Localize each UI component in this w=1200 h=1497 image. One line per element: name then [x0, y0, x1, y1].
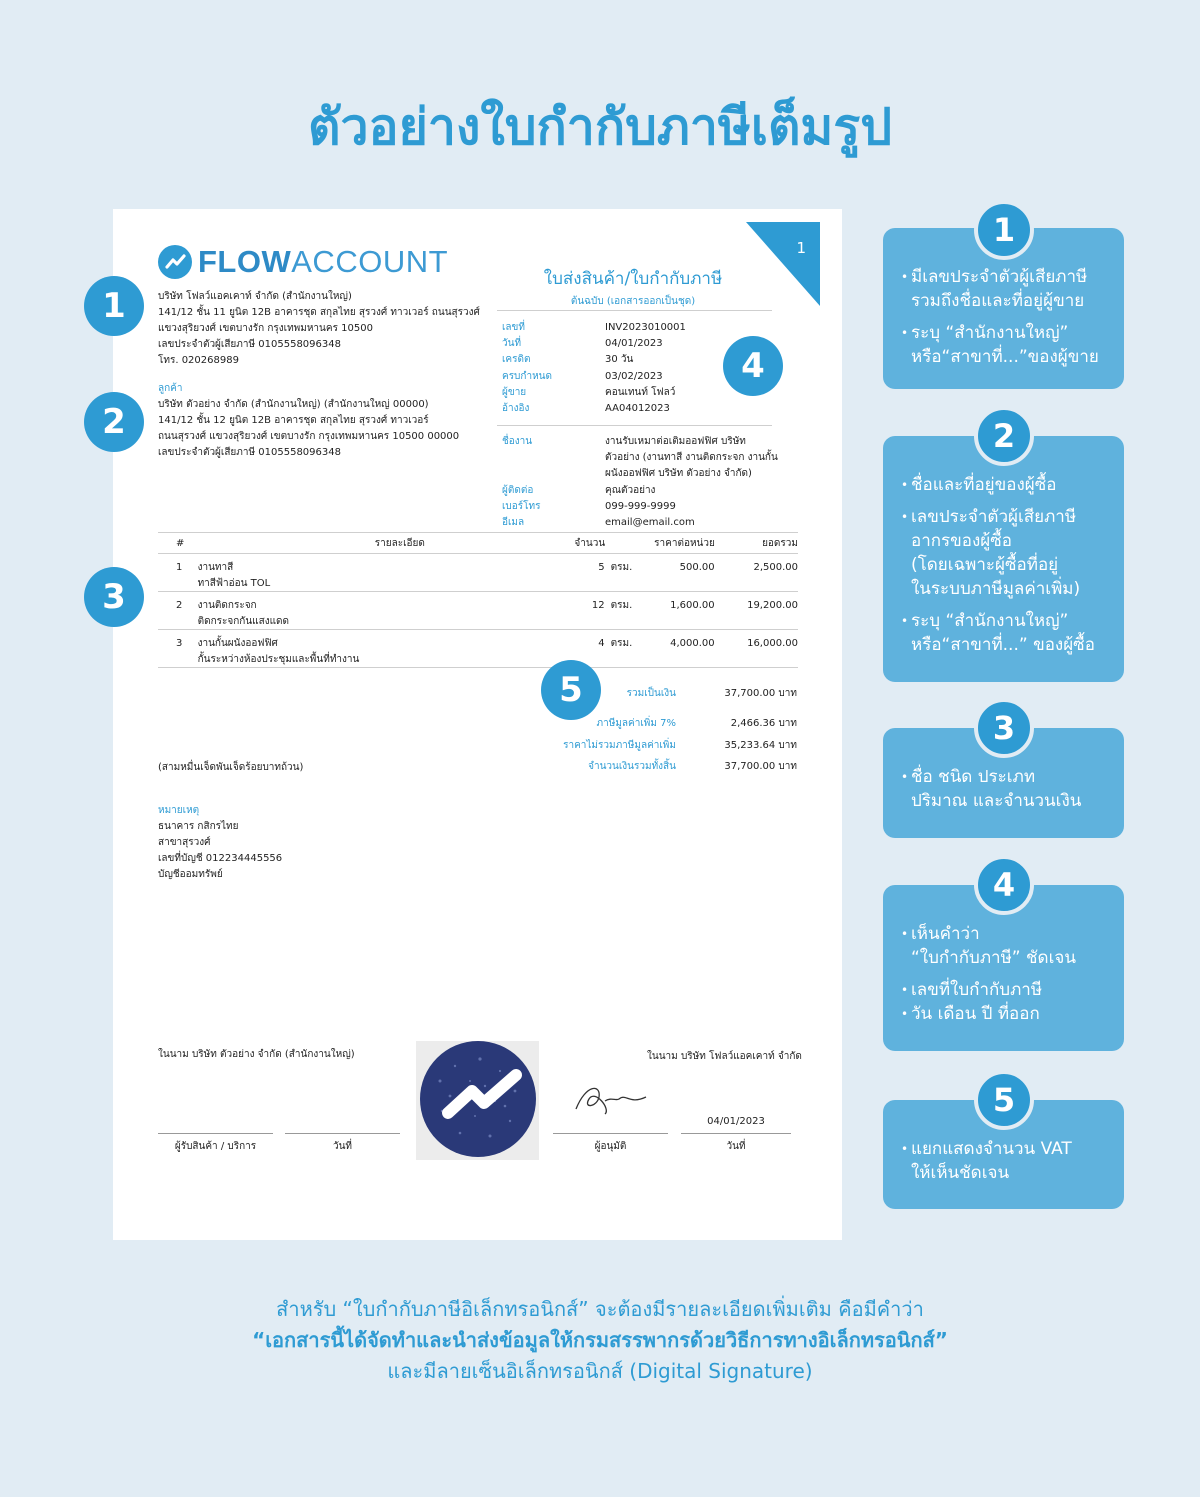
- buyer-line: เลขประจำตัวผู้เสียภาษี 0105558096348: [158, 447, 341, 458]
- item-total: 2,500.00: [753, 562, 798, 573]
- buyer-info: [158, 381, 488, 461]
- meta-value: INV2023010001: [605, 322, 686, 333]
- item-unit: ตรม.: [610, 600, 633, 611]
- card-badge-4: 4: [974, 855, 1034, 915]
- remark: [158, 803, 282, 883]
- item-qty: 4: [598, 638, 605, 649]
- contact-value: คุณตัวอย่าง: [605, 485, 656, 496]
- meta-value: 03/02/2023: [605, 370, 663, 382]
- item-unit: ตรม.: [610, 638, 633, 649]
- meta-key: ผู้ขาย: [502, 386, 527, 398]
- project-line: ผนังออฟฟิศ บริษัท ตัวอย่าง จำกัด): [605, 468, 752, 480]
- card-bullet: ระบุ “สำนักงานใหญ่” หรือ“สาขาที่...”ของผู้ขาย: [911, 323, 1099, 367]
- signature-icon: [571, 1079, 651, 1123]
- total-value: 37,700.00 บาท: [724, 688, 797, 699]
- card-bullet: แยกแสดงจำนวน VAT ให้เห็นชัดเจน: [911, 1139, 1072, 1183]
- meta-value: คอนเทนท์ โฟลว์: [605, 386, 676, 398]
- meta-key: วันที่: [502, 338, 522, 350]
- seller-line: โทร. 020268989: [158, 355, 239, 366]
- approver-caption: ผู้อนุมัติ: [594, 1141, 627, 1152]
- divider: [497, 425, 772, 426]
- approve-date: 04/01/2023: [707, 1116, 765, 1127]
- info-card-4: • เห็นคำว่า “ใบกำกับภาษี” ชัดเจน • เลขที่ใบกำกับภาษี • วัน เดือน ปี ที่ออก: [883, 885, 1124, 1051]
- item-sub: ทาสีฟ้าอ่อน TOL: [197, 578, 271, 589]
- seller-line: 141/12 ชั้น 11 ยูนิต 12B อาคารชุด สกุลไทย สุรวงศ์ ทาวเวอร์ ถนนสุรวงศ์: [158, 307, 480, 318]
- buyer-label: ลูกค้า: [158, 383, 183, 394]
- meta-value: AA04012023: [605, 403, 670, 415]
- meta-key: เลขที่: [502, 322, 525, 333]
- card-bullet: เลขที่ใบกำกับภาษี: [911, 980, 1043, 1000]
- footer-line-2: “เอกสารนี้ได้จัดทำและนำส่งข้อมูลให้กรมสรรพากรด้วยวิธีการทางอิเล็กทรอนิกส์”: [252, 1328, 948, 1352]
- header-price: ราคาต่อหน่วย: [654, 537, 715, 549]
- contact-info: [502, 483, 782, 532]
- meta-key: เครดิต: [502, 354, 531, 366]
- buyer-line: บริษัท ตัวอย่าง จำกัด (สำนักงานใหญ่) (สำนักงานใหญ่ 00000): [158, 399, 429, 410]
- total-key: ภาษีมูลค่าเพิ่ม 7%: [596, 718, 676, 729]
- total-value: 2,466.36 บาท: [730, 718, 797, 729]
- receiver-caption: ผู้รับสินค้า / บริการ: [174, 1141, 257, 1152]
- doc-badge-3: 3: [84, 567, 144, 627]
- remark-line: เลขที่บัญชี 012234445556: [158, 853, 283, 864]
- card-bullet: ชื่อและที่อยู่ของผู้ซื้อ: [911, 475, 1057, 495]
- item-no: 3: [176, 638, 183, 649]
- item-total: 16,000.00: [747, 638, 798, 649]
- buyer-line: ถนนสุรวงศ์ แขวงสุริยวงศ์ เขตบางรัก กรุงเทพมหานคร 10500 00000: [158, 431, 460, 442]
- card-bullet: เห็นคำว่า “ใบกำกับภาษี” ชัดเจน: [911, 924, 1076, 968]
- footer-line-3: และมีลายเซ็นอิเล็กทรอนิกส์ (Digital Signature): [387, 1359, 813, 1383]
- seller-line: แขวงสุริยวงศ์ เขตบางรัก กรุงเทพมหานคร 10500: [158, 323, 373, 334]
- contact-key: อีเมล: [502, 517, 525, 529]
- doc-badge-1: 1: [84, 276, 144, 336]
- remark-line: สาขาสุรวงศ์: [158, 837, 211, 848]
- page-title: ตัวอย่างใบกำกับภาษีเต็มรูป: [308, 98, 892, 156]
- header-total: ยอดรวม: [762, 537, 798, 549]
- card-badge-1: 1: [974, 200, 1034, 260]
- item-name: งานติดกระจก: [197, 600, 257, 611]
- total-value: 37,700.00 บาท: [724, 761, 797, 772]
- seller-line: บริษัท โฟลว์แอคเคาท์ จำกัด (สำนักงานใหญ่): [158, 291, 352, 302]
- company-stamp: [416, 1041, 539, 1160]
- sign-left-label: ในนาม บริษัท ตัวอย่าง จำกัด (สำนักงานใหญ่): [158, 1049, 355, 1060]
- signature-line: [158, 1133, 273, 1134]
- total-key: ราคาไม่รวมภาษีมูลค่าเพิ่ม: [563, 740, 676, 751]
- date-caption: วันที่: [332, 1141, 353, 1152]
- header-no: #: [176, 537, 185, 549]
- card-badge-2: 2: [974, 406, 1034, 466]
- corner-number: 1: [796, 239, 806, 257]
- info-card-3: • ชื่อ ชนิด ประเภท ปริมาณ และจำนวนเงิน: [883, 728, 1124, 838]
- project-line: ตัวอย่าง (งานทาสี งานติดกระจก งานกั้น: [605, 452, 778, 464]
- info-card-1: • มีเลขประจำตัวผู้เสียภาษี รวมถึงชื่อและที่อยู่ผู้ขาย • ระบุ “สำนักงานใหญ่” หรือ“สาขาที่...”ของผู้ขาย: [883, 228, 1124, 389]
- meta-value: 04/01/2023: [605, 338, 663, 350]
- contact-value: 099-999-9999: [605, 501, 676, 513]
- item-no: 2: [176, 600, 183, 611]
- card-bullet: มีเลขประจำตัวผู้เสียภาษี รวมถึงชื่อและที่อยู่ผู้ขาย: [911, 267, 1088, 311]
- card-badge-3: 3: [974, 698, 1034, 758]
- meta-value: 30 วัน: [605, 354, 634, 366]
- header-qty: จำนวน: [574, 537, 606, 549]
- item-price: 500.00: [679, 562, 715, 573]
- signature-line: [681, 1133, 791, 1134]
- logo-text-light: ACCOUNT: [291, 244, 449, 279]
- contact-key: ผู้ติดต่อ: [502, 485, 534, 496]
- table-row: [158, 592, 798, 630]
- table-row: [158, 554, 798, 592]
- amount-in-words: (สามหมื่นเจ็ดพันเจ็ดร้อยบาทถ้วน): [158, 762, 304, 773]
- card-bullet: ชื่อ ชนิด ประเภท ปริมาณ และจำนวนเงิน: [911, 767, 1082, 811]
- remark-label: หมายเหตุ: [158, 805, 200, 816]
- total-value: 35,233.64 บาท: [724, 740, 797, 751]
- card-bullet: ระบุ “สำนักงานใหญ่” หรือ“สาขาที่...” ของผู้ซื้อ: [911, 611, 1095, 655]
- document-title-block: [493, 265, 773, 309]
- document-subtitle: ต้นฉบับ (เอกสารออกเป็นชุด): [570, 296, 696, 307]
- item-qty: 12: [591, 600, 605, 611]
- header-desc: รายละเอียด: [374, 537, 425, 549]
- stamp-seal-icon: [420, 1041, 536, 1157]
- doc-badge-2: 2: [84, 392, 144, 452]
- remark-line: บัญชีออมทรัพย์: [158, 869, 223, 880]
- item-sub: กั้นระหว่างห้องประชุมและพื้นที่ทำงาน: [197, 654, 360, 665]
- remark-line: ธนาคาร กสิกรไทย: [158, 821, 239, 832]
- items-table: [158, 532, 798, 668]
- footer-note: [0, 1294, 1200, 1387]
- item-no: 1: [176, 562, 183, 573]
- contact-key: เบอร์โทร: [502, 501, 541, 513]
- item-price: 1,600.00: [670, 600, 715, 611]
- item-total: 19,200.00: [747, 600, 798, 611]
- project-info: [502, 434, 782, 483]
- total-key: จำนวนเงินรวมทั้งสิ้น: [588, 761, 676, 772]
- seller-info: [158, 289, 488, 369]
- footer-line-1: สำหรับ “ใบกำกับภาษีอิเล็กทรอนิกส์” จะต้องมีรายละเอียดเพิ่มเติม คือมีคำว่า: [276, 1297, 924, 1321]
- table-row: [158, 630, 798, 668]
- logo-text-bold: FLOW: [198, 244, 292, 279]
- sign-right-label: ในนาม บริษัท โฟลว์แอคเคาท์ จำกัด: [647, 1051, 802, 1062]
- contact-value: email@email.com: [605, 517, 695, 529]
- project-label: ชื่องาน: [502, 436, 533, 447]
- item-qty: 5: [598, 562, 605, 573]
- meta-key: อ้างอิง: [502, 403, 530, 415]
- table-header: [158, 532, 798, 554]
- buyer-line: 141/12 ชั้น 12 ยูนิต 12B อาคารชุด สกุลไทย สุรวงศ์ ทาวเวอร์: [158, 415, 429, 426]
- logo-mark-icon: [158, 245, 192, 279]
- signature-line: [553, 1133, 668, 1134]
- item-price: 4,000.00: [670, 638, 715, 649]
- meta-key: ครบกำหนด: [502, 370, 552, 382]
- card-bullet: วัน เดือน ปี ที่ออก: [911, 1004, 1040, 1024]
- doc-badge-4: 4: [723, 336, 783, 396]
- divider: [497, 310, 772, 311]
- item-name: งานทาสี: [197, 562, 234, 573]
- project-line: งานรับเหมาต่อเติมออฟฟิศ บริษัท: [605, 436, 746, 447]
- doc-badge-5: 5: [541, 660, 601, 720]
- date-caption: วันที่: [726, 1141, 746, 1152]
- card-badge-5: 5: [974, 1070, 1034, 1130]
- card-bullet: เลขประจำตัวผู้เสียภาษี อากรของผู้ซื้อ (โดยเฉพาะผู้ซื้อที่อยู่ ในระบบภาษีมูลค่าเพิ่ม): [911, 507, 1081, 599]
- info-card-2: • ชื่อและที่อยู่ของผู้ซื้อ • เลขประจำตัวผู้เสียภาษี อากรของผู้ซื้อ (โดยเฉพาะผู้ซื้อที่อยู่ ในระบบภาษีมูลค่าเพิ่ม) • ระบุ “สำนักงานใหญ่” หรือ“สาขาที่...” ของผู้ซื้อ: [883, 436, 1124, 682]
- document-title: ใบส่งสินค้า/ใบกำกับภาษี: [543, 269, 723, 289]
- item-unit: ตรม.: [610, 562, 633, 573]
- flowaccount-logo: [158, 244, 448, 280]
- info-card-5: • แยกแสดงจำนวน VAT ให้เห็นชัดเจน: [883, 1100, 1124, 1209]
- total-key: รวมเป็นเงิน: [626, 688, 676, 699]
- seller-line: เลขประจำตัวผู้เสียภาษี 0105558096348: [158, 339, 341, 350]
- item-sub: ติดกระจกกันแสงแดด: [197, 616, 290, 627]
- item-name: งานกั้นผนังออฟฟิศ: [197, 638, 278, 649]
- signature-line: [285, 1133, 400, 1134]
